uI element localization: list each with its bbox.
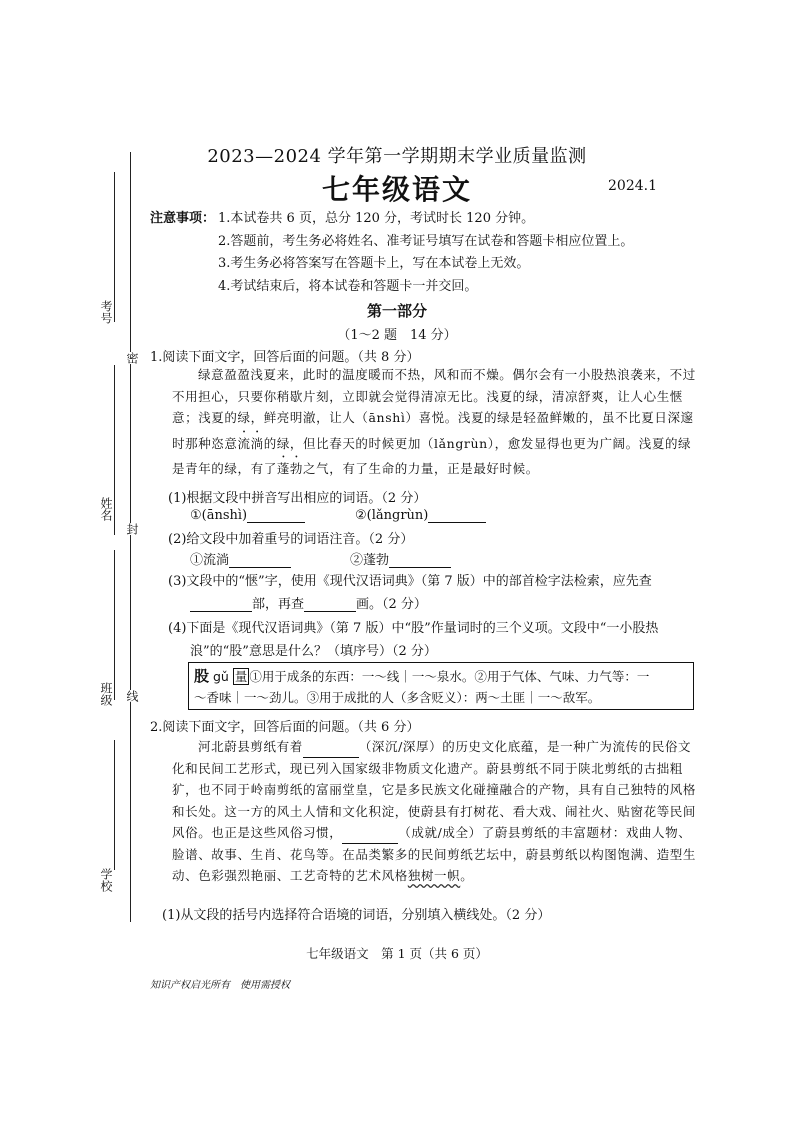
exam-date: 2024.1: [608, 178, 657, 194]
answer-blank[interactable]: [190, 597, 252, 612]
dict-headword: 股: [194, 667, 210, 685]
line-mark: 线: [125, 690, 139, 702]
q2-sub1: (1)从文段的括号内选择符合语境的词语，分别填入横线处。（2 分）: [162, 908, 551, 923]
school-label: 学校: [99, 868, 113, 892]
q1-sub4-line2: 浪”的“股”意思是什么？（填序号）（2 分）: [190, 644, 437, 659]
q1-sub2: (2)给文段中加着重号的词语注音。（2 分）: [168, 532, 414, 547]
dict-line-1: [194, 665, 649, 686]
answer-blank[interactable]: [247, 508, 305, 523]
answer-blank[interactable]: [428, 508, 486, 523]
binding-line: [130, 152, 131, 922]
q1-passage-c: 之气，有了生命的力量，正是最好时候。: [303, 461, 539, 476]
answer-blank[interactable]: [342, 829, 398, 844]
q1-sub3-line1: (3)文段中的“惬”字，使用《现代汉语词典》（第 7 版）中的部首检字法检索，应先查: [168, 574, 652, 589]
page-footer: 七年级语文 第 1 页（共 6 页）: [306, 946, 488, 961]
answer-blank[interactable]: [229, 553, 291, 568]
q2-wavy-phrase: 独树一帜: [407, 868, 461, 883]
q2-passage-b: （深沉/深厚）的历史文化底蕴，是一种广为流传的民俗文化和民间工艺形式，现已列入国家级非物质文化遗产。蔚县剪纸不同于陕北剪纸的古拙粗犷，也不同于岭南剪纸的富丽堂皇，它是多民族文化碰撞融合的产物，具有自己独特的风格和长处。这一方的风土人情和文化积淀，使蔚县有打树花、看大戏、闹社火、贴窗花等民间风俗。也正是这些风俗习惯，: [172, 739, 697, 840]
q1-sub1-a: [190, 508, 305, 523]
dict-pos-tag: 量: [234, 669, 248, 684]
notes-label: 注意事项：: [150, 211, 216, 226]
q2-stem: 2.阅读下面文字，回答后面的问题。（共 6 分）: [150, 720, 420, 735]
q2-passage-c: （成就/成全）了蔚县剪纸的丰富题材：戏曲人物、脸谱、故事、生肖、花鸟等。在品类繁多的民间剪纸艺坛中，蔚县剪纸以构图饱满、造型生动、色彩强烈艳丽、工艺奇特的艺术风格: [172, 825, 697, 883]
dict-line-2: ～香味｜一～劲儿。③用于成批的人（多含贬义）：两～土匪｜一～敌军。: [194, 690, 601, 705]
note-item-3: 3.考生务必将答案写在答题卡上，写在本试卷上无效。: [218, 256, 530, 271]
q1-sub3-end: 画。（2 分）: [356, 597, 427, 612]
q1-sub2-b: [350, 549, 451, 568]
answer-blank[interactable]: [304, 597, 356, 612]
q1-sub2-b-label: ②蓬勃: [350, 553, 390, 568]
subject-title: 七年级语文: [321, 173, 472, 206]
q1-sub2-a-label: ①流淌: [190, 553, 230, 568]
q1-passage: [172, 364, 696, 480]
dict-pinyin: gǔ: [213, 669, 229, 684]
q1-dotted-word-2: 蓬勃: [276, 461, 304, 476]
note-item-1: 1.本试卷共 6 页，总分 120 分，考试时长 120 分钟。: [218, 211, 535, 226]
q1-passage-a: 绿意盈盈浅夏来，此时的温度暖而不热，风和而不燥。偶尔会有一小股热浪袭来，不过不用担心，只要你稍歇片刻，立即就会觉得清凉无比。浅夏的绿，清凉舒爽，让人心生惬意；浅夏的绿，鲜亮明澈，让人（ānshì）喜悦。浅夏的绿是轻盈鲜嫩的，虽不比夏日深邃时那种恣意: [172, 367, 696, 451]
seal-mark: 密: [125, 352, 139, 364]
part-title: 第一部分: [366, 302, 427, 320]
q2-passage-a: 河北蔚县剪纸有着: [198, 739, 303, 754]
note-item-2: 2.答题前，考生务必将姓名、准考证号填写在试卷和答题卡相应位置上。: [218, 234, 634, 249]
part-subtitle: （1～2 题 14 分）: [337, 328, 457, 343]
q1-sub3-mid: 部，再查: [252, 597, 305, 612]
q1-dotted-word-1: 流淌: [237, 435, 264, 451]
q1-stem: 1.阅读下面文字，回答后面的问题。（共 8 分）: [150, 350, 420, 365]
copyright-note: 知识产权启光所有 使用需授权: [150, 980, 290, 991]
q1-sub1-b: [355, 508, 486, 523]
exam-no-label: 考号: [99, 300, 113, 324]
answer-blank[interactable]: [303, 743, 359, 758]
class-label: 班级: [99, 682, 113, 706]
exam-title: 2023—2024 学年第一学期期末学业质量监测: [207, 146, 587, 167]
q1-sub1: (1)根据文段中拼音写出相应的词语。（2 分）: [168, 491, 427, 506]
school-underline: [114, 740, 115, 870]
name-label: 姓名: [99, 497, 113, 521]
dict-def-1: ①用于成条的东西：一～线｜一～泉水。②用于气体、气味、力气等：一: [249, 669, 650, 684]
seal-mark-2: 封: [125, 523, 139, 535]
q2-passage-e: 。: [460, 868, 474, 883]
note-item-4: 4.考试结束后，将本试卷和答题卡一并交回。: [218, 279, 478, 294]
q1-sub3-line2: [190, 593, 427, 612]
q1-sub2-a: [190, 549, 291, 568]
answer-blank[interactable]: [389, 553, 451, 568]
q2-passage: [172, 736, 696, 887]
class-underline: [114, 550, 115, 700]
q1-sub1-b-label: ②(lǎngrùn): [355, 508, 429, 523]
q1-passage-b: 的绿，但比春天的时候更加（lǎngrùn），愈发显得也更为广阔。浅夏的绿是青年的绿，有了: [172, 435, 692, 476]
q1-sub1-a-label: ①(ānshì): [190, 508, 248, 523]
q1-sub4-line1: (4)下面是《现代汉语词典》（第 7 版）中“股”作量词时的三个义项。文段中“一小股热: [168, 621, 659, 636]
